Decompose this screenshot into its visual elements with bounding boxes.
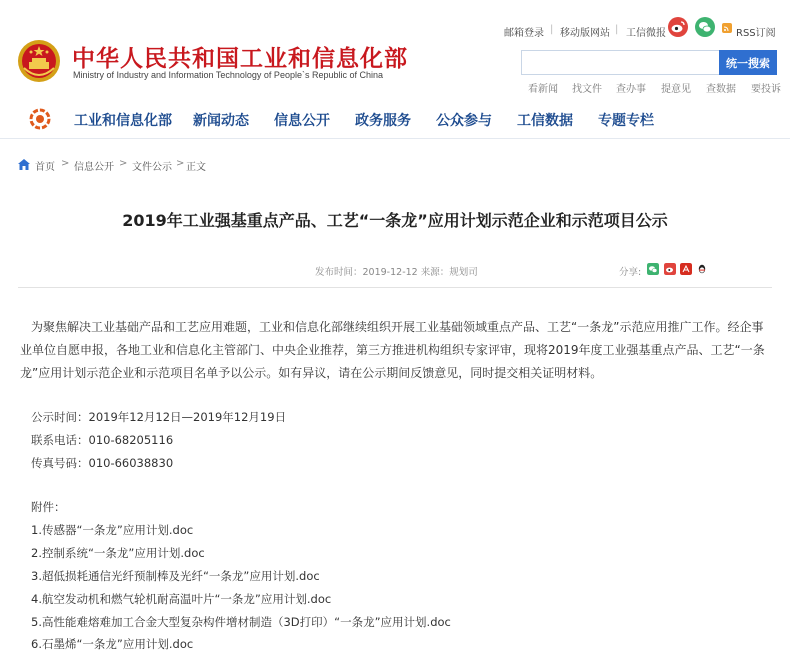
home-icon: [18, 159, 30, 170]
nav-divider: [0, 138, 790, 139]
paragraph-line: 为聚焦解决工业基础产品和工艺应用难题，工业和信息化部继续组织开展工业基础领域重点产品、工艺“一条龙”示范应用推广工作。经企事: [31, 320, 764, 334]
mobile-site-link[interactable]: 移动版网站: [560, 28, 610, 39]
quicklink-feedback[interactable]: 提意见: [661, 84, 691, 95]
nav-item-services[interactable]: 政务服务: [355, 113, 411, 129]
nav-item-participation[interactable]: 公众参与: [436, 113, 492, 129]
fax-number: 传真号码：010-66038830: [31, 456, 174, 470]
attachment-link[interactable]: 3.超低损耗通信光纤预制棒及光纤“一条龙”应用计划.doc: [31, 569, 320, 583]
divider: |: [550, 24, 554, 35]
attachment-link[interactable]: 5.高性能难熔难加工合金大型复杂构件增材制造（3D打印）“一条龙”应用计划.doc: [31, 615, 451, 629]
article-meta: 发布时间：2019-12-12 来源：规划司: [315, 267, 478, 278]
rss-link[interactable]: RSS订阅: [736, 28, 776, 39]
nav-item-data[interactable]: 工信数据: [517, 113, 573, 129]
site-title[interactable]: 中华人民共和国工业和信息化部: [72, 46, 408, 72]
article-title: 2019年工业强基重点产品、工艺“一条龙”应用计划示范企业和示范项目公示: [122, 211, 668, 230]
pdf-share-icon[interactable]: [680, 263, 692, 275]
quicklink-services[interactable]: 查办事: [616, 84, 646, 95]
breadcrumb-separator: >: [119, 158, 128, 169]
breadcrumb-announcements[interactable]: 文件公示: [132, 162, 172, 173]
quicklink-files[interactable]: 找文件: [572, 84, 602, 95]
wechat-icon[interactable]: [695, 17, 715, 37]
breadcrumb-separator: >: [61, 158, 70, 169]
breadcrumb-separator: >: [176, 158, 185, 169]
search-button[interactable]: 统一搜索: [719, 50, 777, 75]
quicklink-news[interactable]: 看新闻: [528, 84, 558, 95]
quicklink-data[interactable]: 查数据: [706, 84, 736, 95]
nav-item-news[interactable]: 新闻动态: [193, 113, 249, 129]
attachments-label: 附件：: [31, 500, 66, 514]
contact-phone: 联系电话：010-68205116: [31, 433, 174, 447]
article-paragraph: [20, 316, 776, 385]
site-subtitle: Ministry of Industry and Information Technology of People`s Republic of China: [73, 70, 383, 80]
breadcrumb-disclosure[interactable]: 信息公开: [74, 162, 114, 173]
nav-item-disclosure[interactable]: 信息公开: [274, 113, 330, 129]
ministry-logo-icon[interactable]: [28, 108, 52, 130]
paragraph-line: 业单位自愿申报，各地工业和信息化主管部门、中央企业推荐，第三方推进机构组织专家评审，现将2019年度工业强基重点产品、工艺“一条: [20, 343, 765, 357]
attachment-link[interactable]: 1.传感器“一条龙”应用计划.doc: [31, 523, 194, 537]
attachment-link[interactable]: 4.航空发动机和燃气轮机耐高温叶片“一条龙”应用计划.doc: [31, 592, 332, 606]
nav-item-topics[interactable]: 专题专栏: [598, 113, 654, 129]
attachment-link[interactable]: 6.石墨烯“一条龙”应用计划.doc: [31, 637, 194, 651]
qq-share-icon[interactable]: [696, 263, 708, 275]
weibao-link[interactable]: 工信微报: [626, 28, 666, 39]
nav-item-ministry[interactable]: 工业和信息化部: [74, 113, 172, 129]
divider: |: [615, 24, 619, 35]
site-header: [0, 0, 790, 100]
attachment-link[interactable]: 2.控制系统“一条龙”应用计划.doc: [31, 546, 205, 560]
weibo-share-icon[interactable]: [664, 263, 676, 275]
main-nav: [0, 102, 790, 136]
article-divider: [18, 287, 772, 288]
wechat-share-icon[interactable]: [647, 263, 659, 275]
publicity-period: 公示时间：2019年12月12日—2019年12月19日: [31, 410, 287, 424]
search-input[interactable]: [521, 50, 719, 75]
breadcrumb-home[interactable]: 首页: [35, 162, 55, 173]
breadcrumb-current: 正文: [186, 162, 206, 173]
weibo-icon[interactable]: [668, 17, 688, 37]
national-emblem-icon[interactable]: [16, 38, 62, 84]
rss-icon: [722, 23, 732, 33]
mail-login-link[interactable]: 邮箱登录: [504, 28, 544, 39]
top-links: [480, 22, 780, 40]
share-label: 分享:: [619, 267, 642, 278]
paragraph-line: 龙”应用计划示范企业和示范项目名单予以公示。如有异议，请在公示期间反馈意见，同时提交相关证明材料。: [20, 366, 603, 380]
quicklink-complaint[interactable]: 要投诉: [751, 84, 781, 95]
